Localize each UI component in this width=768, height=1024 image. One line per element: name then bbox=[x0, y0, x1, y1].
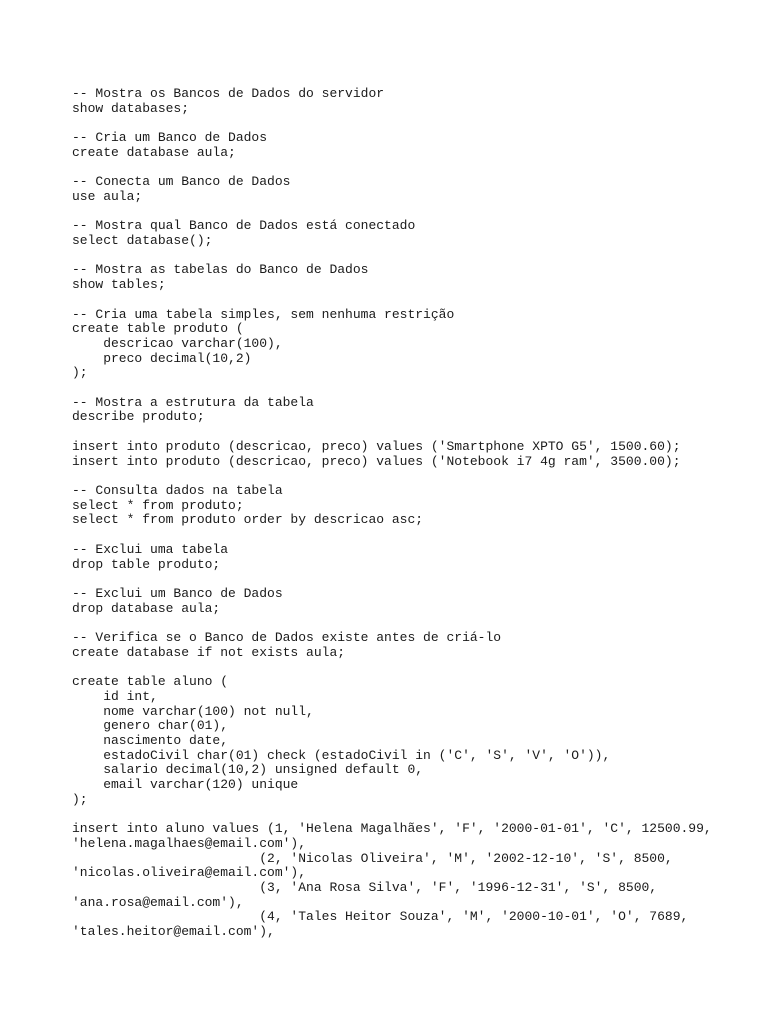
code-line: salario decimal(10,2) unsigned default 0, bbox=[72, 762, 424, 778]
code-line: select * from produto; bbox=[72, 497, 244, 513]
sql-comment: -- Mostra qual Banco de Dados está conectado bbox=[72, 218, 416, 234]
code-line: create database if not exists aula; bbox=[72, 644, 346, 660]
document-page bbox=[72, 87, 762, 940]
code-line: use aula; bbox=[72, 188, 143, 204]
blank-line bbox=[72, 381, 762, 396]
code-line: (2, 'Nicolas Oliveira', 'M', '2002-12-10', 'S', 8500, bbox=[72, 850, 673, 866]
code-line: 'ana.rosa@email.com'), bbox=[72, 894, 244, 910]
sql-comment: -- Mostra a estrutura da tabela bbox=[72, 394, 314, 410]
blank-line bbox=[72, 116, 762, 131]
code-line: show tables; bbox=[72, 277, 166, 293]
code-line: (4, 'Tales Heitor Souza', 'M', '2000-10-01', 'O', 7689, bbox=[72, 909, 689, 925]
code-line: create table aluno ( bbox=[72, 674, 229, 690]
code-line: nome varchar(100) not null, bbox=[72, 703, 314, 719]
sql-comment: -- Cria um Banco de Dados bbox=[72, 130, 268, 146]
sql-comment: -- Verifica se o Banco de Dados existe antes de criá-lo bbox=[72, 630, 502, 646]
sql-comment: -- Exclui um Banco de Dados bbox=[72, 585, 283, 601]
blank-line bbox=[72, 425, 762, 440]
code-line: (3, 'Ana Rosa Silva', 'F', '1996-12-31', 'S', 8500, bbox=[72, 879, 658, 895]
sql-comment: -- Mostra os Bancos de Dados do servidor bbox=[72, 86, 385, 101]
code-line: nascimento date, bbox=[72, 732, 229, 748]
sql-script bbox=[72, 87, 762, 940]
code-line: id int, bbox=[72, 688, 158, 704]
code-line: select * from produto order by descricao asc; bbox=[72, 512, 424, 528]
blank-line bbox=[72, 293, 762, 308]
sql-comment: -- Consulta dados na tabela bbox=[72, 482, 283, 498]
code-line: genero char(01), bbox=[72, 718, 229, 734]
code-line: describe produto; bbox=[72, 409, 205, 425]
blank-line bbox=[72, 161, 762, 176]
blank-line bbox=[72, 572, 762, 587]
code-line: insert into aluno values (1, 'Helena Magalhães', 'F', '2000-01-01', 'C', 12500.99, bbox=[72, 821, 712, 837]
sql-comment: -- Exclui uma tabela bbox=[72, 541, 229, 557]
code-line: 'nicolas.oliveira@email.com'), bbox=[72, 865, 307, 881]
code-line: drop table produto; bbox=[72, 556, 221, 572]
code-line: descricao varchar(100), bbox=[72, 335, 283, 351]
code-line: create table produto ( bbox=[72, 321, 244, 337]
code-line: 'helena.magalhaes@email.com'), bbox=[72, 835, 307, 851]
code-line: drop database aula; bbox=[72, 600, 221, 616]
blank-line bbox=[72, 807, 762, 822]
code-line: insert into produto (descricao, preco) values ('Notebook i7 4g ram', 3500.00); bbox=[72, 453, 681, 469]
code-line: show databases; bbox=[72, 100, 190, 116]
sql-comment: -- Conecta um Banco de Dados bbox=[72, 174, 291, 190]
blank-line bbox=[72, 660, 762, 675]
code-line: create database aula; bbox=[72, 144, 236, 160]
code-line: ); bbox=[72, 365, 88, 381]
blank-line bbox=[72, 616, 762, 631]
code-line: ); bbox=[72, 791, 88, 807]
blank-line bbox=[72, 469, 762, 484]
code-line: preco decimal(10,2) bbox=[72, 350, 252, 366]
code-line: email varchar(120) unique bbox=[72, 777, 299, 793]
code-line: 'tales.heitor@email.com'), bbox=[72, 924, 275, 940]
blank-line bbox=[72, 249, 762, 264]
sql-comment: -- Mostra as tabelas do Banco de Dados bbox=[72, 262, 369, 278]
sql-comment: -- Cria uma tabela simples, sem nenhuma restrição bbox=[72, 306, 455, 322]
blank-line bbox=[72, 528, 762, 543]
code-line: insert into produto (descricao, preco) values ('Smartphone XPTO G5', 1500.60); bbox=[72, 438, 681, 454]
blank-line bbox=[72, 205, 762, 220]
code-line: estadoCivil char(01) check (estadoCivil in ('C', 'S', 'V', 'O')), bbox=[72, 747, 611, 763]
code-line: select database(); bbox=[72, 233, 213, 249]
